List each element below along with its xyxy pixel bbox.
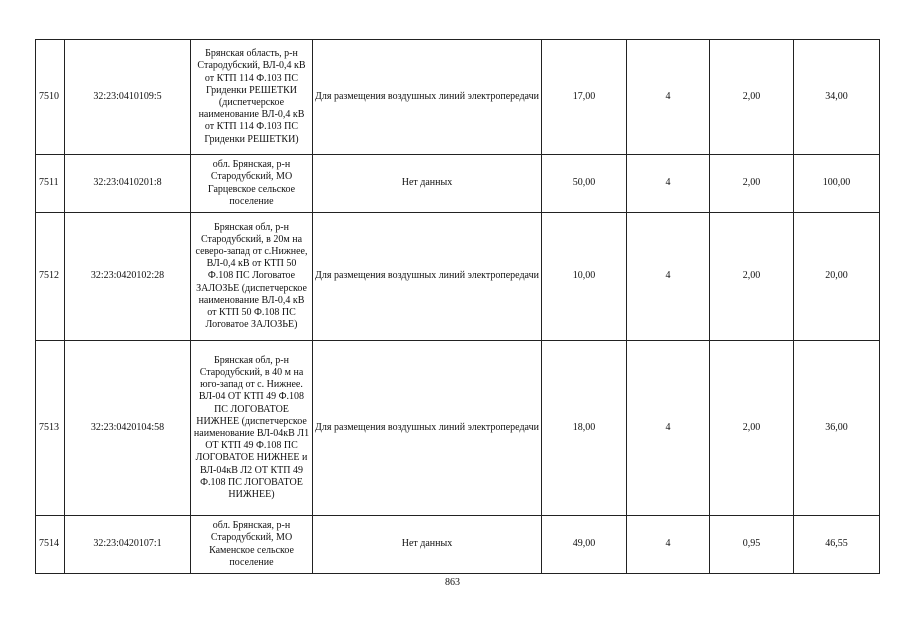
address-cell: Брянская обл, р-н Стародубский, в 20м на северо-запад от с.Нижнее, ВЛ-0,4 кВ от КТП 50 Ф.108 ПС Логоватое ЗАЛОЗЬЕ (диспетчерское наименование ВЛ-0,4 кВ от КТП 50 Ф.108 ПС Логоватое ЗАЛОЗЬЕ) — [191, 213, 313, 341]
row-number-cell: 7511 — [36, 155, 65, 213]
purpose-cell: Для размещения воздушных линий электропередачи — [313, 40, 542, 155]
total-cell: 20,00 — [794, 213, 880, 341]
total-cell: 100,00 — [794, 155, 880, 213]
address-cell: Брянская область, р-н Стародубский, ВЛ-0,4 кВ от КТП 114 Ф.103 ПС Гриденки РЕШЕТКИ (диспетчерское наименование ВЛ-0,4 кВ от КТП 114 Ф.103 ПС Гриденки РЕШЕТКИ) — [191, 40, 313, 155]
page-number: 863 — [445, 577, 460, 588]
total-cell: 46,55 — [794, 516, 880, 574]
area-cell: 18,00 — [542, 341, 627, 516]
purpose-cell: Для размещения воздушных линий электропередачи — [313, 341, 542, 516]
coefficient-cell: 4 — [627, 155, 710, 213]
total-cell: 36,00 — [794, 341, 880, 516]
address-cell: обл. Брянская, р-н Стародубский, МО Каменское сельское поселение — [191, 516, 313, 574]
coefficient-cell: 4 — [627, 40, 710, 155]
area-cell: 17,00 — [542, 40, 627, 155]
row-number-cell: 7513 — [36, 341, 65, 516]
coefficient-cell: 4 — [627, 341, 710, 516]
table-row — [36, 213, 880, 341]
area-cell: 49,00 — [542, 516, 627, 574]
rate-cell: 2,00 — [710, 155, 794, 213]
address-cell: Брянская обл, р-н Стародубский, в 40 м на юго-запад от с. Нижнее. ВЛ-04 ОТ КТП 49 Ф.108 ПС ЛОГОВАТОЕ НИЖНЕЕ (диспетчерское наименование ВЛ-04кВ Л1 ОТ КТП 49 Ф.108 ПС ЛОГОВАТОЕ НИЖНЕЕ и ВЛ-04кВ Л2 ОТ КТП 49 Ф.108 ПС ЛОГОВАТОЕ НИЖНЕЕ) — [191, 341, 313, 516]
rate-cell: 2,00 — [710, 341, 794, 516]
coefficient-cell: 4 — [627, 213, 710, 341]
area-cell: 50,00 — [542, 155, 627, 213]
coefficient-cell: 4 — [627, 516, 710, 574]
table-row — [36, 341, 880, 516]
purpose-cell: Нет данных — [313, 516, 542, 574]
row-number-cell: 7512 — [36, 213, 65, 341]
cadastral-number-cell: 32:23:0410201:8 — [65, 155, 191, 213]
area-cell: 10,00 — [542, 213, 627, 341]
land-registry-table — [35, 39, 880, 574]
cadastral-number-cell: 32:23:0420102:28 — [65, 213, 191, 341]
rate-cell: 0,95 — [710, 516, 794, 574]
purpose-cell: Нет данных — [313, 155, 542, 213]
table-row — [36, 40, 880, 155]
row-number-cell: 7510 — [36, 40, 65, 155]
table-row — [36, 516, 880, 574]
rate-cell: 2,00 — [710, 213, 794, 341]
rate-cell: 2,00 — [710, 40, 794, 155]
row-number-cell: 7514 — [36, 516, 65, 574]
cadastral-number-cell: 32:23:0420104:58 — [65, 341, 191, 516]
table-row — [36, 155, 880, 213]
purpose-cell: Для размещения воздушных линий электропередачи — [313, 213, 542, 341]
cadastral-number-cell: 32:23:0410109:5 — [65, 40, 191, 155]
total-cell: 34,00 — [794, 40, 880, 155]
address-cell: обл. Брянская, р-н Стародубский, МО Гарцевское сельское поселение — [191, 155, 313, 213]
cadastral-number-cell: 32:23:0420107:1 — [65, 516, 191, 574]
